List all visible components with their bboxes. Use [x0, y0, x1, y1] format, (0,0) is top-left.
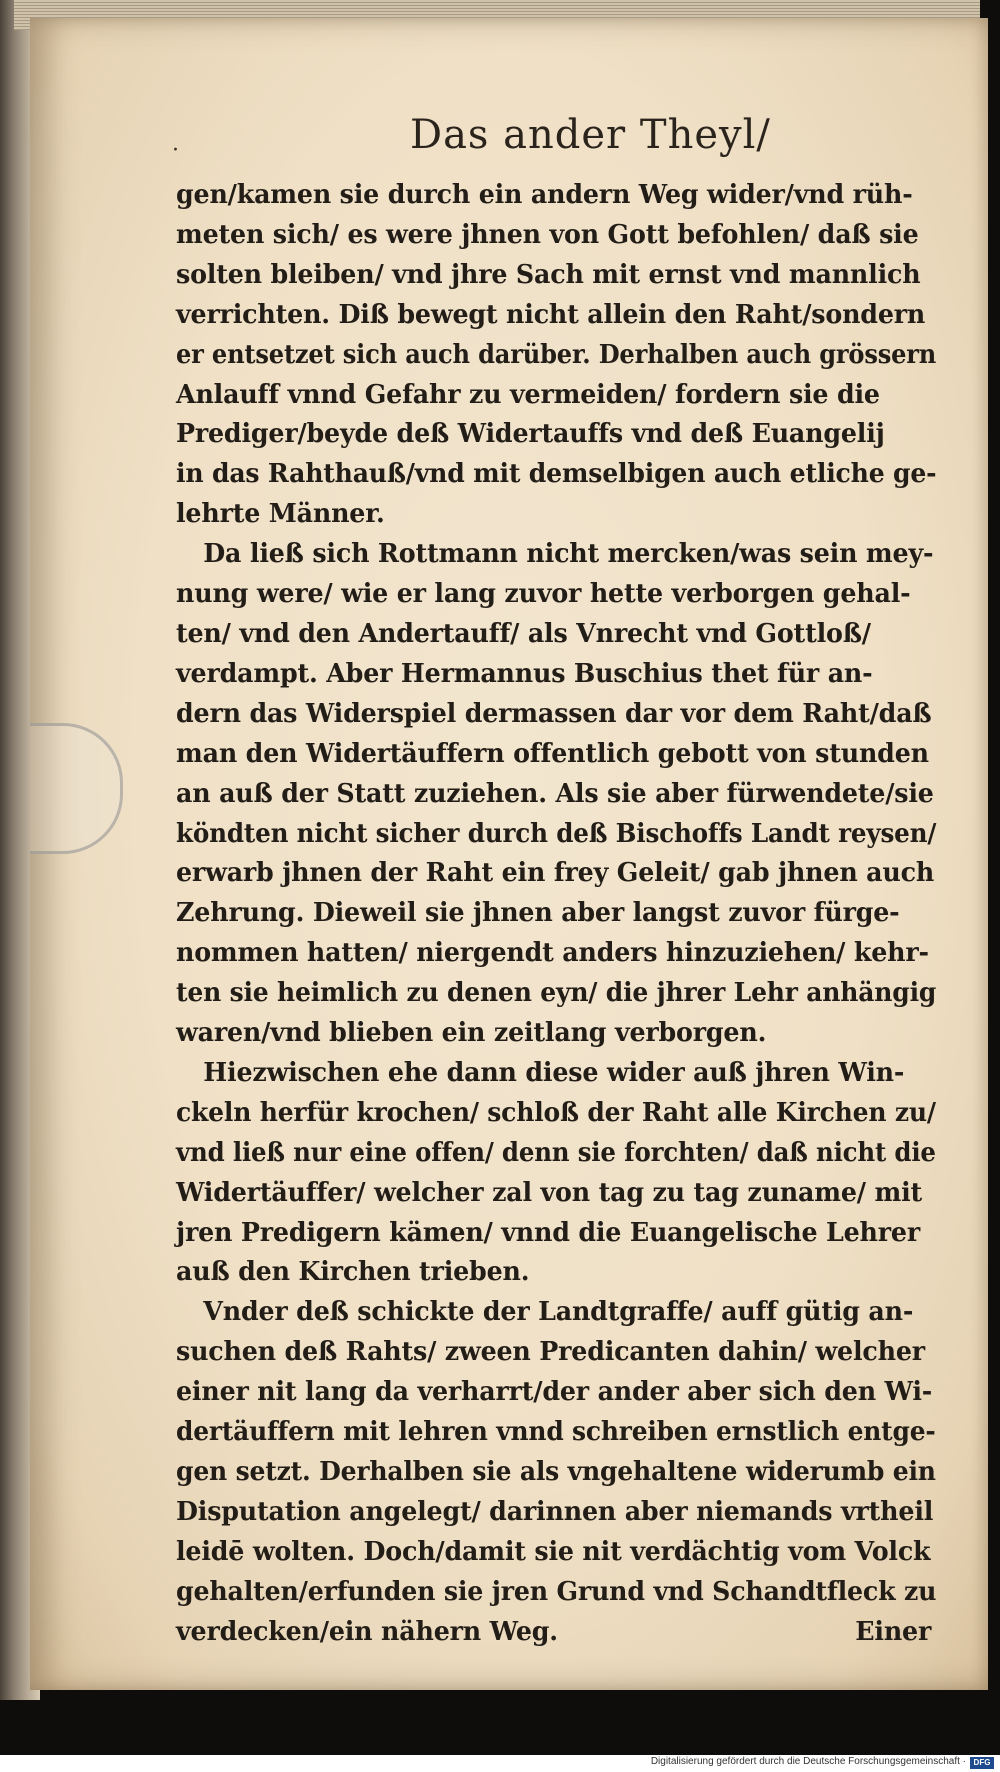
text-line: erwarb jhnen der Raht ein frey Geleit/ gab jhnen auch	[176, 858, 935, 889]
footer-credit: Digitalisierung gefördert durch die Deutsche Forschungsgemeinschaft ·	[650, 1756, 966, 1767]
text-line: Disputation angelegt/ darinnen aber niemands vrtheil	[176, 1496, 934, 1527]
text-line: leidē wolten. Doch/damit sie nit verdächtig vom Volck	[176, 1536, 931, 1567]
page-clip	[30, 723, 123, 854]
head-ornament: ·	[172, 138, 179, 163]
text-line: Widertäuffer/ welcher zal von tag zu tag zuname/ mit	[176, 1177, 923, 1208]
text-line: ten sie heimlich zu denen eyn/ die jhrer Lehr anhängig	[176, 978, 937, 1009]
text-line: gen/kamen sie durch ein andern Weg wider/vnd rüh-	[176, 180, 913, 210]
dfg-logo-icon: DFG	[970, 1757, 994, 1769]
body-text	[176, 176, 956, 1653]
text-line: Vnder deß schickte der Landtgraffe/ auff gütig an-	[203, 1297, 914, 1328]
text-line: nommen hatten/ niergendt anders hinzuziehen/ kehr-	[176, 938, 929, 969]
text-line: solten bleiben/ vnd jhre Sach mit ernst vnd mannlich	[176, 259, 921, 290]
text-line: an auß der Statt zuziehen. Als sie aber fürwendete/sie	[176, 778, 934, 809]
text-line: jren Predigern kämen/ vnnd die Euangelische Lehrer	[176, 1217, 920, 1248]
text-line: Zehrung. Dieweil sie jhnen aber langst zuvor fürge-	[176, 898, 900, 929]
text-line: er entsetzet sich auch darüber. Derhalben auch grössern	[176, 339, 937, 370]
text-line: verdampt. Aber Hermannus Buschius thet für an-	[176, 658, 873, 689]
text-line: ckeln herfür krochen/ schloß der Raht alle Kirchen zu/	[176, 1097, 936, 1128]
text-line: dern das Widerspiel dermassen dar vor dem Raht/daß	[176, 698, 932, 729]
text-line: waren/vnd blieben ein zeitlang verborgen.	[176, 1018, 767, 1049]
text-line: Hiezwischen ehe dann diese wider auß jhren Win-	[203, 1057, 905, 1088]
running-head: Das ander Theyl/	[410, 112, 771, 158]
text-line: verrichten. Diß bewegt nicht allein den Raht/sondern	[176, 299, 926, 330]
text-line: meten sich/ es were jhnen von Gott befohlen/ daß sie	[176, 219, 919, 250]
text-line: köndten nicht sicher durch deß Bischoffs Landt reysen/	[176, 818, 937, 849]
text-line: gen setzt. Derhalben sie als vngehaltene widerumb ein	[176, 1457, 936, 1487]
text-line: dertäuffern mit lehren vnnd schreiben ernstlich entge-	[176, 1417, 936, 1448]
text-line: nung were/ wie er lang zuvor hette verborgen gehal-	[176, 579, 911, 610]
text-line: suchen deß Rahts/ zween Predicanten dahin/ welcher	[176, 1337, 925, 1368]
catchword: Einer	[855, 1616, 932, 1647]
text-line: einer nit lang da verharrt/der ander aber sich den Wi-	[176, 1377, 933, 1408]
text-line: verdecken/ein nähern Weg. Einer	[176, 1613, 936, 1653]
text-line: ten/ vnd den Andertauff/ als Vnrecht vnd Gottloß/	[176, 618, 871, 649]
text-line: Da ließ sich Rottmann nicht mercken/was sein mey-	[203, 539, 934, 570]
text-line: vnd ließ nur eine offen/ denn sie forchten/ daß nicht die	[176, 1137, 936, 1168]
text-line: gehalten/erfunden sie jren Grund vnd Schandtfleck zu	[176, 1576, 937, 1607]
text-line: lehrte Männer.	[176, 499, 385, 530]
text-line: Prediger/beyde deß Widertauffs vnd deß Euangelij	[176, 419, 885, 450]
text-line: man den Widertäuffern offentlich gebott von stunden	[176, 738, 929, 769]
text-line: Anlauff vnnd Gefahr zu vermeiden/ fordern sie die	[176, 379, 880, 410]
text-line: auß den Kirchen trieben.	[176, 1257, 530, 1288]
text-line: in das Rahthauß/vnd mit demselbigen auch etliche ge-	[176, 459, 937, 490]
